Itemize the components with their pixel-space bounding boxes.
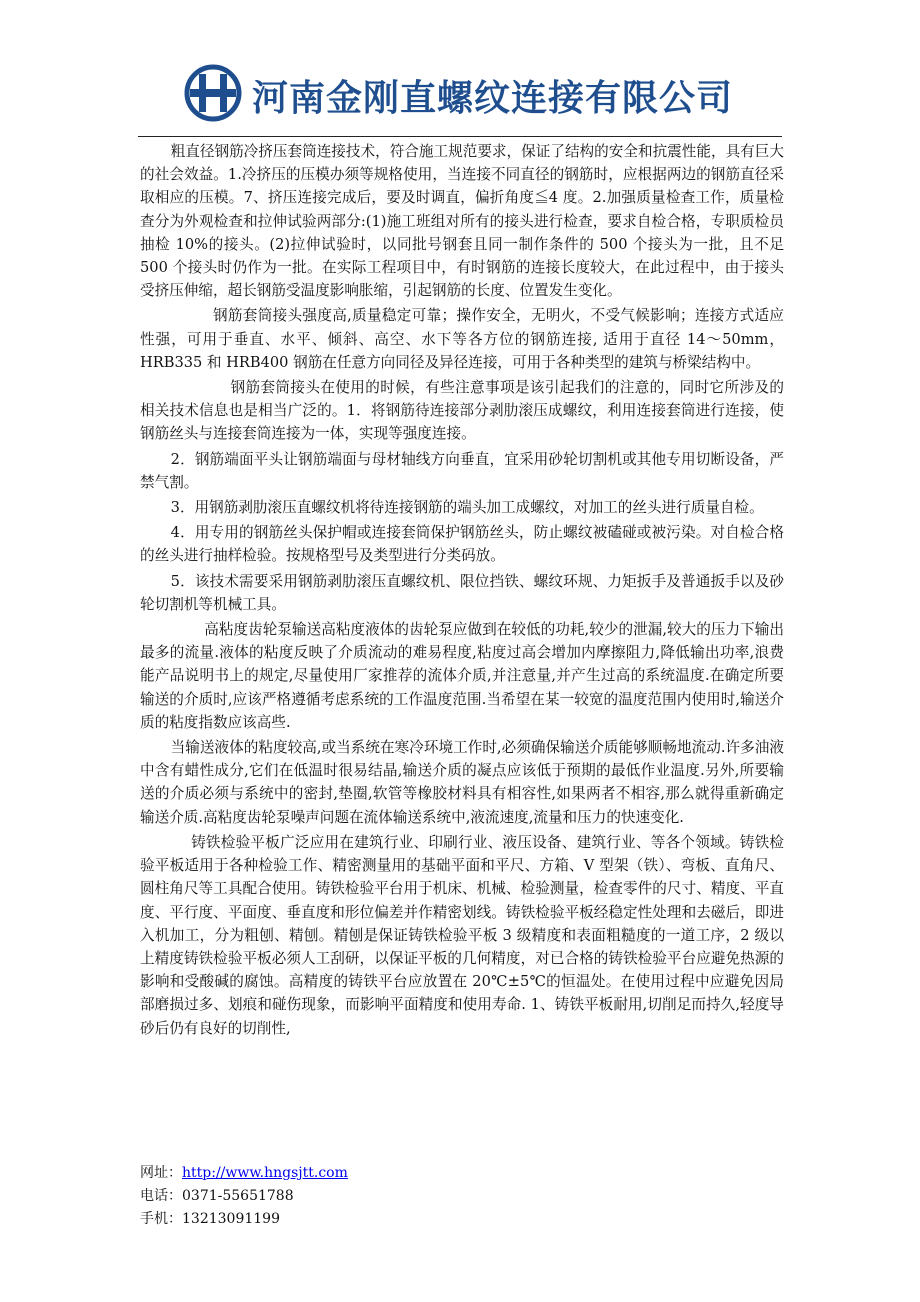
paragraph: 当输送液体的粘度较高,或当系统在寒冷环境工作时,必须确保输送介质能够顺畅地流动.许多油液中含有蜡性成分,它们在低温时很易结晶,输送介质的凝点应该低于预期的最低作业温度.另外,所要输送的介质必须与系统中的密封,垫圈,软管等橡胶材料具有相容性,如果两者不相容,那么就得重新确定输送介质.高粘度齿轮泵噪声问题在流体输送系统中,液流速度,流量和压力的快速变化.	[140, 739, 784, 826]
phone-number: 0371-55651788	[182, 1188, 294, 1204]
interlocking-h-logo-icon	[184, 64, 242, 122]
mobile-number: 13213091199	[182, 1211, 280, 1227]
paragraph: 2．钢筋端面平头让钢筋端面与母材轴线方向垂直，宜采用砂轮切割机或其他专用切断设备，严禁气割。	[140, 450, 784, 491]
page-header	[180, 62, 740, 126]
mobile-line	[140, 1208, 348, 1231]
paragraph: 3．用钢筋剥肋滚压直螺纹机将待连接钢筋的端头加工成螺纹，对加工的丝头进行质量自检。	[170, 499, 764, 517]
phone-line	[140, 1185, 348, 1208]
mobile-label: 手机：	[140, 1211, 182, 1227]
header-divider	[138, 136, 782, 137]
paragraph: 高粘度齿轮泵输送高粘度液体的齿轮泵应做到在较低的功耗,较少的泄漏,较大的压力下输出最多的流量.液体的粘度反映了介质流动的难易程度,粘度过高会增加内摩擦阻力,降低输出功率,浪费能产品说明书上的规定,尽量使用厂家推荐的流体介质,并注意量,并产生过高的系统温度.在确定所要输送的介质时,应该严格遵循考虑系统的工作温度范围.当希望在某一较宽的温度范围内使用时,输送介质的粘度指数应该高些.	[140, 621, 784, 731]
paragraph: 5．该技术需要采用钢筋剥肋滚压直螺纹机、限位挡铁、螺纹环规、力矩扳手及普通扳手以及砂轮切割机等机械工具。	[140, 572, 784, 613]
contact-footer	[140, 1162, 348, 1231]
paragraph: 粗直径钢筋冷挤压套筒连接技术，符合施工规范要求，保证了结构的安全和抗震性能，具有巨大的社会效益。1.冷挤压的压模办须等规格使用，当连接不同直径的钢筋时，应根据两边的钢筋直径采取相应的压模。7、挤压连接完成后，要及时调直，偏折角度≦4 度。2.加强质量检查工作，质量检查分为外观检查和拉伸试验两部分:(1)施工班组对所有的接头进行检查，要求自检合格，专职质检员抽检 10%的接头。(2)拉伸试验时，以同批号钢套且同一制作条件的 500 个接头为一批，且不足 500 个接头时仍作为一批。在实际工程项目中，有时钢筋的连接长度较大，在此过程中，由于接头受挤压伸缩，超长钢筋受温度影响胀缩，引起钢筋的长度、位置发生变化。	[140, 143, 784, 300]
company-name: 河南金刚直螺纹连接有限公司	[252, 78, 734, 119]
paragraph: 钢筋套筒接头在使用的时候，有些注意事项是该引起我们的注意的，同时它所涉及的相关技术信息也是相当广泛的。1．将钢筋待连接部分剥肋滚压成螺纹，利用连接套筒进行连接，使钢筋丝头与连接套筒连接为一体，实现等强度连接。	[140, 379, 784, 443]
website-link[interactable]: http://www.hngsjtt.com	[182, 1165, 348, 1181]
website-label: 网址：	[140, 1165, 182, 1181]
document-body	[140, 140, 784, 1040]
paragraph: 钢筋套筒接头强度高,质量稳定可靠；操作安全，无明火，不受气候影响；连接方式适应性强，可用于垂直、水平、倾斜、高空、水下等各方位的钢筋连接, 适用于直径 14～50mm，HRB335 和 HRB400 钢筋在任意方向同径及异径连接，可用于各种类型的建筑与桥梁结构中。	[140, 307, 784, 371]
paragraph: 铸铁检验平板广泛应用在建筑行业、印刷行业、液压设备、建筑行业、等各个领域。铸铁检验平板适用于各种检验工作、精密测量用的基础平面和平尺、方箱、V 型架（铁）、弯板、直角尺、圆柱角尺等工具配合使用。铸铁检验平台用于机床、机械、检验测量，检查零件的尺寸、精度、平直度、平行度、平面度、垂直度和形位偏差并作精密划线。铸铁检验平板经稳定性处理和去磁后，即进入机加工，分为粗刨、精刨。精刨是保证铸铁检验平板 3 级精度和表面粗糙度的一道工序，2 级以上精度铸铁检验平板必须人工刮研，以保证平板的几何精度，对已合格的铸铁检验平台应避免热源的影响和受酸碱的腐蚀。高精度的铸铁平台应放置在 20℃±5℃的恒温处。在使用过程中应避免因局部磨损过多、划痕和碰伤现象，而影响平面精度和使用寿命. 1、铸铁平板耐用,切削足而持久,轻度导砂后仍有良好的切削性,	[140, 833, 784, 1037]
paragraph: 4．用专用的钢筋丝头保护帽或连接套筒保护钢筋丝头，防止螺纹被磕碰或被污染。对自检合格的丝头进行抽样检验。按规格型号及类型进行分类码放。	[140, 524, 784, 565]
website-line	[140, 1162, 348, 1185]
phone-label: 电话：	[140, 1188, 182, 1204]
